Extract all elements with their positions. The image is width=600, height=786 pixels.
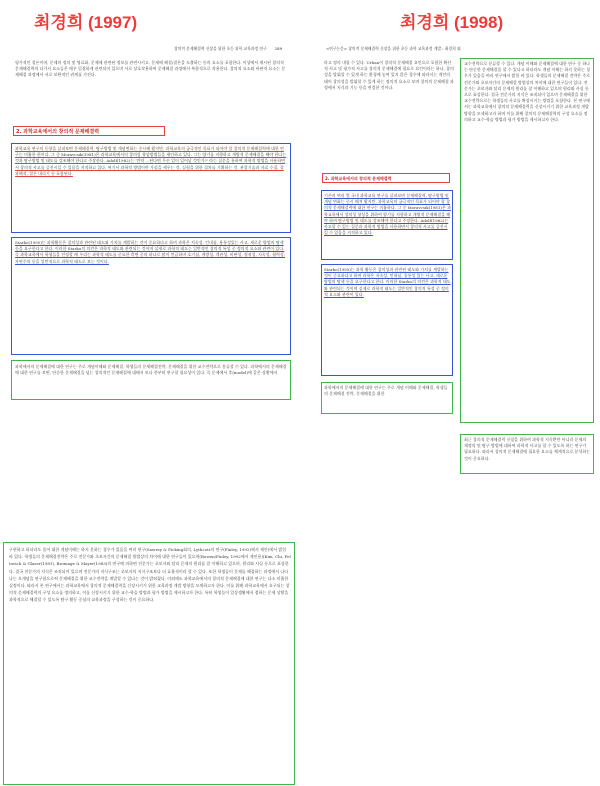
- left-page-bottom: [3, 542, 296, 786]
- left-intro-text: 평가적인 결론이며, 문제의 정의 및 명료화, 문제에 관련된 정보를 관련시키고, 문제에 해결/결론을 도출하는 등의 요소를 포함한다. 이상에서 제시된 창의적 문제해결력의 다가지 요소들은 매우 밀접하게 관련되어 있으며 서로 상호작용하여 문제해결 과정에서 복합적으로 작용한다. 창의적 요소와 비판적 요소는 문제해결 과정에서 서로 보완적인 관계를 가진다.: [15, 60, 286, 78]
- right-col2-text: 교수전략으로 분류할 수 있다. 개념 이해와 문제해결에 대한 연구 중 하나는 단순한 문제해결을 할 수 있다고 하더라도 개념 이해는 하지 못하는 경우가 있음을 여러 연구에서 밝힌 바 있다. 학생들의 문제해결 전략은 주로 전문가와 초보자간의 문제해결 방법상의 차이에 대한 연구들이 있다. 전문가는 초보자와 달리 문제의 원리를 잘 이해하고 있으며 원리와 사실 등으로 표상한다. 결국 전문가의 지식은 조직되어 있으며 문제해결을 위한 교수전략으로는 학생들의 사고를 확장시키는 방법을 포함한다. 본 연구에서는 과학교육에서 창의적 문제해결력을 신장시키기 위한 교육과정 개발 방향을 모색하고자 하며 이를 위해 창의적 문제해결력의 구성 요소를 정의하고 교수-학습 방법과 평가 방법을 제시하고자 한다.: [464, 61, 591, 122]
- left-section-heading: 2. 과학교육에서의 창의적 문제해결력: [16, 129, 100, 135]
- right-col1-body-2: Starko(1995)는 과학 활동은 창의성과 관련된 태도와 가치를 계발하는 것이 중요하다고 하며 과학은 지속성, 인내심, 융통성 있는 사고, 새로운 방법의 탐색 등을 요구한다고 한다. 이러한 Starko의 의견은 과학적 태도와 관련되는 것이며 실제로 과학적 태도는 일반적인 창의적 특성 중 정의적 요소와 관련이 있다.: [324, 267, 451, 297]
- left-bottom-text: 구현하고 하더라도 풀어 대한 개념이해는 하지 못하는 경우가 있음을 여러 연구(Sawrey & Picking회의, Lythcott의 연구(Finley, 1992)에서 제안)에서 밝힌 바 있다. 학생들의 문제해결전략은 주로 전문가와 초보자간의 문제해결 방법상의 차이에 대한 연구들이 있으며(Bowen/Finley, 1992에서 제인용)(Kim, Chi, Feltovich & Glaser(1981), Bromage & Mayer(1983)의 연구에 의하면 전문가는 초보자와 달리 문제의 원리를 잘 이해하고 있으며, 원리와 사실 등으로 표상한다. 결국 전문가의 지식은 조직되어 있으며 전문가의 지식구조는 초보자의 지식구조보다 더 효율적이라 할 수 있다. 또한 학생들이 문제를 해결하는 과정에서 나타나는 오개념을 연구함으로써 문제해결을 위한 교수전략을 계발할 수 있다는 것이 밝혀졌다. 이외에도 과학교육에서의 창의적 문제해결에 대한 연구는 다소 미흡한 실정이다. 따라서 본 연구에서는 과학교육에서 창의적 문제해결력을 신장시키기 위한 교육과정 개발 방향을 모색하고자 한다. 이를 위해 과학교육에서 요구되는 창의적 문제해결력의 구성 요소를 정의하고, 이를 신장시키기 위한 교수-학습 방법과 평가 방법을 제시하고자 한다. 특히 학생들이 일상생활에서 접하는 문제 상황을 과학적으로 해결할 수 있도록 탐구 활동 중심의 교육과정을 구성하는 것이 중요하다.: [9, 547, 291, 603]
- right-running-head: <연구논문> 창의적 문제해결력 신장을 위한 초등 과학 교육과정 개발 : 최경희 외: [326, 46, 461, 51]
- right-col1-body: 기존의 여러 몇 국내 과학교육 연구를 살펴보면 문제해결력, 탐구방법 및 개념 변화는 중시 해져 왔지만, 과학교육의 궁극적인 목표가 되어야 할 창의적 문제해결력에 대한 연구는 미흡하다. 그 중 Moravcsik(1981)은 과학교육에서 창의성 향상을 위하여 양기를 지향하고 개방적 문제해결을 해야 하며 탐구방법 및 태도를 강조해야 한다고 주장한다. Adolf(1982)는 사고할 수 있는 질문과 과학적 방법을 사용하면서 창의적 사고를 증진시킬 수 있음을 지적하고 있다.: [324, 193, 451, 236]
- left-green-text: 과학에서의 문제해결에 대한 연구는 주로 개념이해와 문제해결, 학생들의 문제해결전략, 문제해결을 위한 교수전략으로 분류할 수 있다. 과학에서의 문제해결에 대한 연구를 보면, 단순한 문제해결을 넘는 창의적인 문제해결에 대해서 보다 풍부히 연구할 필요성이 있다. 즉 문제에서 후(model)에 같은 상황에서: [15, 364, 287, 376]
- left-body-text-2: Starko(1995)는 과학활동은 창의성과 관련된 태도와 가치를 계발하는 것이 중요하다고 하며 과학은 지속성, 인내심, 용통성있는 사고, 새로운 방법의 탐색 등을 요구한다고 한다. 이러한 Starko의 의견은 과학적 태도와 관련되는 것이며 실제로 과학적 태도는 일반적인 창의적 특성 중 정의적 요소와 관련이 있다. 즉 과학교육에서 학생들을 인정할 때 우리는 과학적 태도를 중요한 측면 중의 하나로 많이 언급하며 호기심, 개방성, 객관성, 비판성, 정직성, 지속성, 협력성, 자연주의 등을 일반적으로 과학적 태도로 보는 것이다.: [15, 240, 286, 264]
- left-page-number: 189: [274, 46, 282, 51]
- right-col1-text: 라고 정의 내릴 수 있다. Urban이 창의적 문제해결 요인으로 포함한 확산적 사고 및 평가적 사고를 창의적 문제해결에 필요로 요인이라는 하나, 창의성을 발휘할 수 있게 하는 환경에 놓여 있지 않은 경우에 따라서는 개인의 태어 창의성을 발휘할 수 있게 하는 정의적 요소로 보며 창의적 문제해결 과정에서 지식과 기능 등을 연결한 것이다.: [324, 60, 454, 90]
- right-source-label: 최경희 (1998): [400, 13, 504, 32]
- left-running-head: 창의적 문제해결력 신장을 위한 초등 과학 교육과정 연구: [173, 46, 267, 51]
- left-source-label: 최경희 (1997): [34, 13, 138, 32]
- right-col1-green: 과학에서의 문제해결에 대한 연구는 주로 개념 이해와 문제해결, 학생들의 문제해결 전략, 문제해결을 위한: [324, 385, 448, 397]
- right-page: [316, 40, 598, 515]
- right-col2-green: 최근 창의적 문제해결력 신장을 위하여 과학적 지식뿐만 아니라 문제의 재정의 및 탐구 방법에 대하여 과학적 사고를 할 수 있도록 하는 연구가 필요하다. 따라서 창의적 문제해결에 필요한 요소를 체계적으로 분석하는 것이 중요하다.: [464, 437, 591, 461]
- left-page-top: [3, 40, 296, 510]
- left-body-text: 과학교육 연구의 동향을 살펴보면 문제해결력, 탐구방법 및 개념변화는 중시해 왔지만, 과학교육의 궁극적인 목표가 되어야 할 창의적 문제해결력에 대한 연구는 미흡한 편이다. 그 중 Moravcsik(1981)은 과학교육에서의 창의성 향상방법들을 제안하고 있다. 그는 양기를 지향하고 개방적 문제해결을 해야 한다는 것과 탐구방법 및 태도를 강조해야 한다고 주장한다. Adolf(1982)는 '만약 ...된다면 무슨 일이 일어날 것인가?' 라는 질문을 통하여 과학적 방법을 사용하면서 창의적 사고를 증진시킬 수 있음을 지적하고 있다. 여기서 과학적 방법이란 가설을 세우는 것, 실험을 위한 절차를 기획하는 것, 관찰기술과 자료 수집, 결과해석, 결론 내리기 등 포함된다.: [15, 146, 287, 176]
- right-col1-heading: 2. 과학교육에서의 창의적 문제해결력: [325, 176, 392, 181]
